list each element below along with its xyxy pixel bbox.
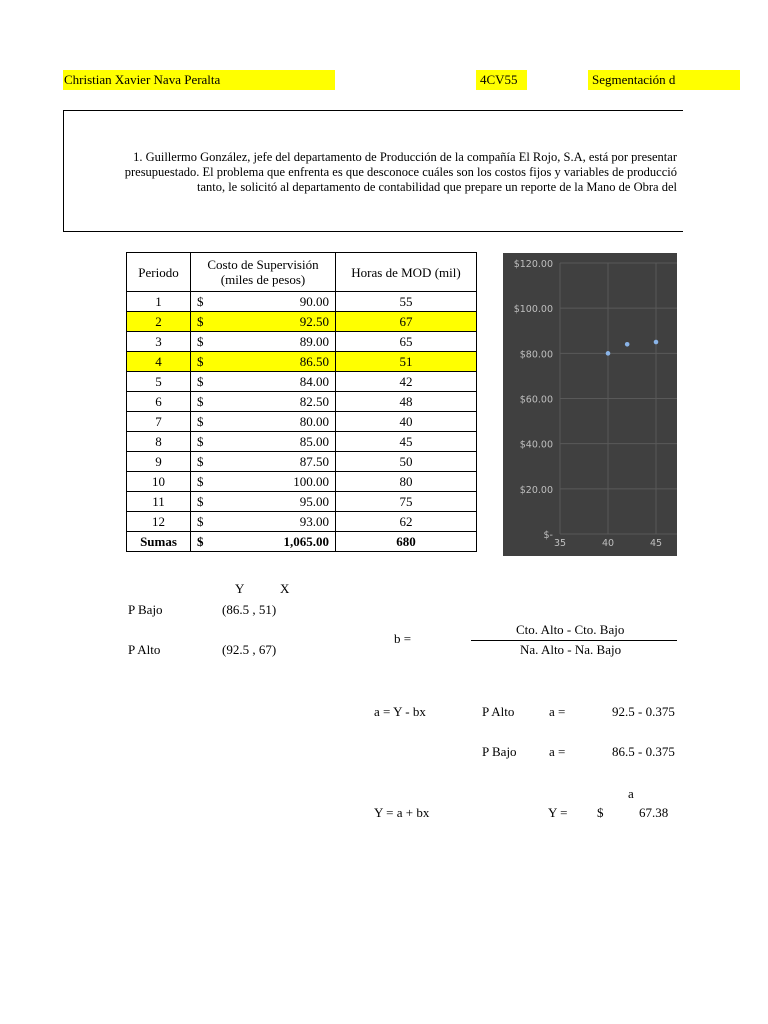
currency-cell: $	[191, 452, 216, 472]
y-tick-label: $80.00	[519, 349, 553, 361]
cost-cell: 87.50	[215, 452, 336, 472]
y-tick-label: $60.00	[519, 394, 553, 406]
cost-cell: 82.50	[215, 392, 336, 412]
period-cell: 6	[127, 392, 191, 412]
sum-hours: 680	[336, 532, 477, 552]
yx-header-x: X	[280, 581, 290, 596]
scatter-chart-svg	[503, 253, 677, 556]
currency-cell: $	[191, 292, 216, 312]
problem-statement-box	[63, 110, 683, 232]
b-fraction-line	[471, 640, 677, 641]
y-formula: Y = a + bx	[374, 805, 430, 820]
cost-cell: 100.00	[215, 472, 336, 492]
table-row	[127, 372, 477, 392]
table-row	[127, 312, 477, 332]
b-numerator: Cto. Alto - Cto. Bajo	[516, 622, 625, 637]
currency-cell: $	[191, 392, 216, 412]
p-bajo-label: P Bajo	[128, 602, 163, 617]
cost-cell: 85.00	[215, 432, 336, 452]
table-row	[127, 512, 477, 532]
period-cell: 10	[127, 472, 191, 492]
sum-currency: $	[191, 532, 216, 552]
problem-line-2: presupuestado. El problema que enfrenta es que desconoce cuáles son los costos fijos y variables de producció	[124, 165, 677, 179]
scatter-chart	[503, 253, 677, 556]
y-tick-label: $20.00	[519, 484, 553, 496]
hours-cell: 55	[336, 292, 477, 312]
period-cell: 7	[127, 412, 191, 432]
hours-cell: 42	[336, 372, 477, 392]
hours-cell: 40	[336, 412, 477, 432]
currency-cell: $	[191, 372, 216, 392]
hours-cell: 62	[336, 512, 477, 532]
currency-cell: $	[191, 312, 216, 332]
table-row	[127, 352, 477, 372]
cost-hours-table	[126, 252, 477, 552]
period-cell: 5	[127, 372, 191, 392]
y-currency: $	[597, 805, 604, 820]
hours-cell: 50	[336, 452, 477, 472]
currency-cell: $	[191, 512, 216, 532]
y-equals: Y =	[548, 805, 568, 820]
cost-cell: 95.00	[215, 492, 336, 512]
hours-cell: 45	[336, 432, 477, 452]
period-cell: 8	[127, 432, 191, 452]
currency-cell: $	[191, 352, 216, 372]
x-tick-label: 35	[553, 538, 567, 549]
a-bajo-expression: 86.5 - 0.375	[612, 744, 675, 759]
hours-cell: 65	[336, 332, 477, 352]
cost-cell: 90.00	[215, 292, 336, 312]
period-cell: 3	[127, 332, 191, 352]
p-bajo-value: (86.5 , 51)	[222, 602, 277, 617]
currency-cell: $	[191, 332, 216, 352]
table-body	[127, 292, 477, 532]
y-tick-label: $100.00	[513, 304, 553, 316]
table-row	[127, 412, 477, 432]
x-tick-label: 40	[601, 538, 615, 549]
table-row	[127, 492, 477, 512]
col-period-header: Periodo	[127, 253, 191, 292]
a-alto-expression: 92.5 - 0.375	[612, 704, 675, 719]
cost-cell: 92.50	[215, 312, 336, 332]
hours-cell: 75	[336, 492, 477, 512]
y-tick-label: $120.00	[513, 259, 553, 270]
period-cell: 1	[127, 292, 191, 312]
currency-cell: $	[191, 412, 216, 432]
y-tick-label: $-	[543, 530, 553, 541]
sum-cost: 1,065.00	[215, 532, 336, 552]
data-point	[625, 342, 630, 347]
cost-cell: 86.50	[215, 352, 336, 372]
currency-cell: $	[191, 432, 216, 452]
group-code: 4CV55	[476, 70, 527, 90]
hours-cell: 48	[336, 392, 477, 412]
period-cell: 9	[127, 452, 191, 472]
col-hours-header: Horas de MOD (mil)	[336, 253, 477, 292]
period-cell: 12	[127, 512, 191, 532]
student-name: Christian Xavier Nava Peralta	[63, 70, 335, 90]
currency-cell: $	[191, 492, 216, 512]
table-row	[127, 292, 477, 312]
problem-line-3: tanto, le solicitó al departamento de contabilidad que prepare un reporte de la Mano de Obra del	[196, 180, 677, 194]
hours-cell: 80	[336, 472, 477, 492]
table-row	[127, 472, 477, 492]
table-row	[127, 392, 477, 412]
a-bajo-label: P Bajo	[482, 744, 517, 759]
topic-title: Segmentación d	[588, 70, 740, 90]
a-bajo-equals: a =	[549, 744, 566, 759]
col-cost-header-line1: Costo de Supervisión	[207, 257, 319, 272]
a-column-header: a	[628, 786, 634, 801]
col-cost-header	[191, 253, 336, 292]
x-tick-label: 45	[649, 538, 663, 549]
problem-line-1: 1. Guillermo González, jefe del departamento de Producción de la compañía El Rojo, S.A, está por presentar	[133, 150, 677, 164]
problem-statement	[63, 150, 677, 195]
table-header-row	[127, 253, 477, 292]
sum-label: Sumas	[127, 532, 191, 552]
b-denominator: Na. Alto - Na. Bajo	[520, 642, 622, 657]
data-point	[654, 340, 659, 345]
hours-cell: 67	[336, 312, 477, 332]
table-row	[127, 452, 477, 472]
cost-cell: 80.00	[215, 412, 336, 432]
sum-row	[127, 532, 477, 552]
yx-header-y: Y	[235, 581, 245, 596]
period-cell: 4	[127, 352, 191, 372]
cost-cell: 93.00	[215, 512, 336, 532]
col-cost-header-line2: (miles de pesos)	[220, 272, 306, 287]
b-equals: b =	[394, 631, 412, 646]
period-cell: 11	[127, 492, 191, 512]
y-value: 67.38	[639, 805, 669, 820]
data-point	[606, 351, 611, 356]
cost-cell: 84.00	[215, 372, 336, 392]
p-alto-label: P Alto	[128, 642, 161, 657]
hours-cell: 51	[336, 352, 477, 372]
table-row	[127, 332, 477, 352]
currency-cell: $	[191, 472, 216, 492]
p-alto-value: (92.5 , 67)	[222, 642, 277, 657]
a-formula: a = Y - bx	[374, 704, 426, 719]
y-tick-label: $40.00	[519, 439, 553, 451]
a-alto-equals: a =	[549, 704, 566, 719]
cost-cell: 89.00	[215, 332, 336, 352]
period-cell: 2	[127, 312, 191, 332]
table-row	[127, 432, 477, 452]
a-alto-label: P Alto	[482, 704, 515, 719]
